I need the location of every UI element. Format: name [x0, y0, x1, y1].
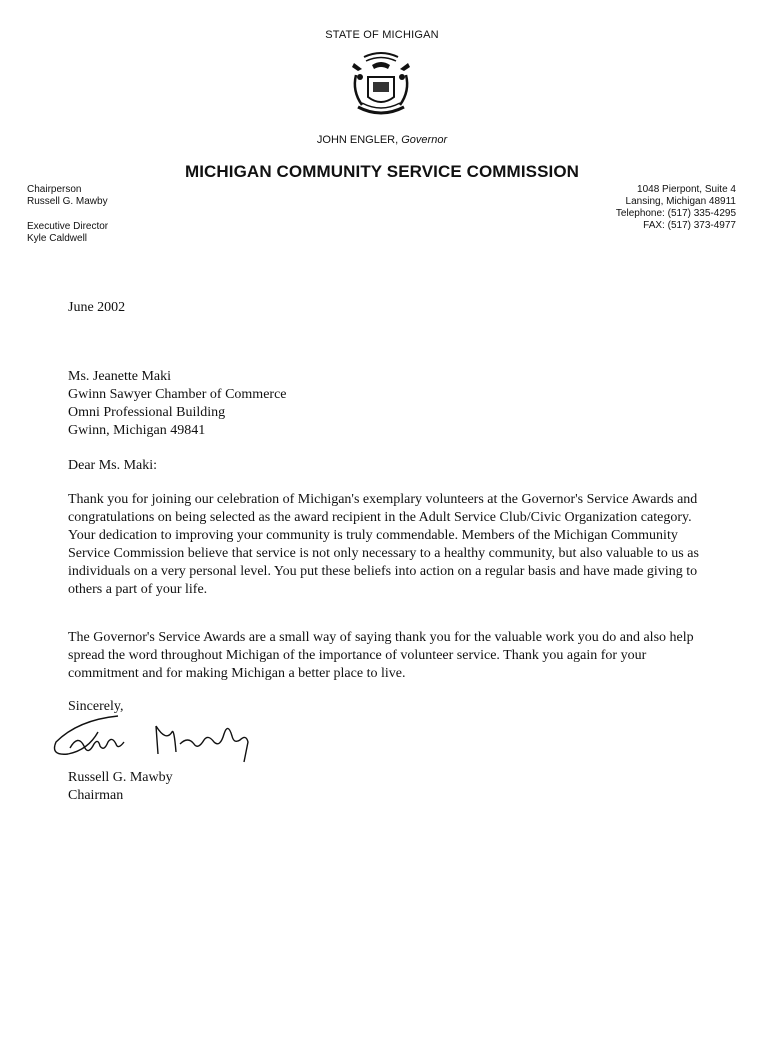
- closing: Sincerely,: [68, 699, 124, 714]
- commission-title: MICHIGAN COMMUNITY SERVICE COMMISSION: [184, 162, 580, 181]
- recipient-name: Ms. Jeanette Maki: [68, 369, 172, 384]
- officers-block: [27, 184, 108, 245]
- michigan-seal-icon: [346, 47, 416, 119]
- director-title: Executive Director: [27, 221, 109, 232]
- recipient-building: Omni Professional Building: [68, 405, 226, 420]
- chair-title: Chairperson: [27, 184, 82, 195]
- signer-name: Russell G. Mawby: [68, 770, 173, 785]
- signer-title: Chairman: [68, 788, 124, 803]
- body-paragraph-2: The Governor's Service Awards are a small way of saying thank you for the valuable work you do and also help spread the word throughout Michigan of the importance of volunteer service. Thank you again for your commitment and for making Michigan a better place to live.: [68, 630, 694, 681]
- fax: FAX: (517) 373-4977: [643, 220, 736, 231]
- salutation: Dear Ms. Maki:: [68, 458, 158, 473]
- contact-block: [616, 184, 736, 232]
- recipient-address: [68, 368, 708, 440]
- governor-line: [0, 134, 764, 146]
- chair-name: Russell G. Mawby: [27, 196, 108, 207]
- recipient-city: Gwinn, Michigan 49841: [68, 423, 206, 438]
- signer-block: [68, 769, 708, 805]
- recipient-organization: Gwinn Sawyer Chamber of Commerce: [68, 387, 287, 402]
- street-address: 1048 Pierpont, Suite 4: [637, 184, 736, 195]
- director-name: Kyle Caldwell: [27, 233, 88, 244]
- state-title: STATE OF MICHIGAN: [325, 29, 439, 41]
- letter-date: June 2002: [68, 300, 126, 315]
- signature-icon: [48, 712, 268, 768]
- body-paragraph-1: Thank you for joining our celebration of Michigan's exemplary volunteers at the Governor's Service Awards and congratulations on being selected as the award recipient in the Adult Service Club/Civic Organization category. Your dedication to improving your community is truly commendable. Members of the Michigan Community Service Commission believe that service is not only necessary to a healthy community, but also valuable to us as individuals on a very personal level. You put these beliefs into action on a regular basis and have made giving to others a part of your life.: [68, 492, 699, 597]
- governor-name: JOHN ENGLER,: [316, 134, 399, 146]
- telephone: Telephone: (517) 335-4295: [615, 208, 736, 219]
- city-address: Lansing, Michigan 48911: [625, 196, 736, 207]
- governor-title: Governor: [401, 134, 448, 146]
